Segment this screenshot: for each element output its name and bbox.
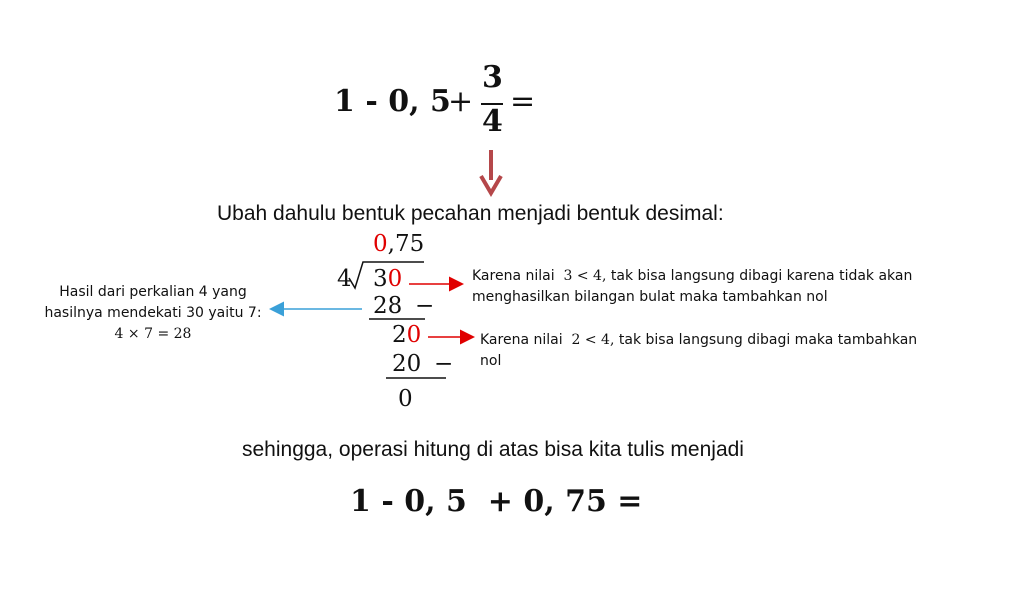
- bottom-expression: 1 - 0, 5 + 0, 75 =: [350, 484, 643, 519]
- step2-two: 2: [392, 322, 407, 348]
- remainder: 0: [398, 386, 413, 412]
- instruction-text: Ubah dahulu bentuk pecahan menjadi bentuk desimal:: [217, 202, 724, 225]
- note-right-2-line1: Karena nilai 2 < 4, tak bisa langsung dibagi maka tambahkan: [480, 332, 918, 348]
- quotient-zero: 0: [373, 231, 388, 257]
- note-left-line2: hasilnya mendekati 30 yaitu 7:: [44, 305, 262, 321]
- dividend-three: 3: [373, 266, 388, 292]
- top-expression-equals: =: [510, 84, 536, 119]
- note-left-line3: 4 × 7 = 28: [114, 326, 192, 342]
- quotient-rest: ,75: [387, 231, 425, 257]
- note-right-1-line2: menghasilkan bilangan bulat maka tambahkan nol: [472, 289, 828, 305]
- note-right-1-line1: Karena nilai 3 < 4, tak bisa langsung dibagi karena tidak akan: [472, 268, 913, 284]
- step1-minus: −: [415, 293, 435, 319]
- dividend-zero: 0: [387, 266, 403, 292]
- division-divisor: 4: [337, 266, 352, 292]
- step2-zero: 0: [406, 322, 422, 348]
- step3-minus: −: [434, 351, 454, 377]
- conclusion-text: sehingga, operasi hitung di atas bisa kita tulis menjadi: [242, 438, 744, 461]
- fraction-numerator: 3: [482, 60, 503, 95]
- step1-product: 28: [373, 293, 403, 319]
- note-left-line1: Hasil dari perkalian 4 yang: [59, 284, 247, 300]
- down-arrow-icon: [481, 150, 501, 193]
- step3-product: 20: [392, 351, 422, 377]
- top-expression-left: 1 - 0, 5: [334, 84, 451, 119]
- top-expression-plus: +: [448, 84, 474, 119]
- note-right-2-line2: nol: [480, 353, 502, 369]
- fraction-denominator: 4: [482, 104, 503, 139]
